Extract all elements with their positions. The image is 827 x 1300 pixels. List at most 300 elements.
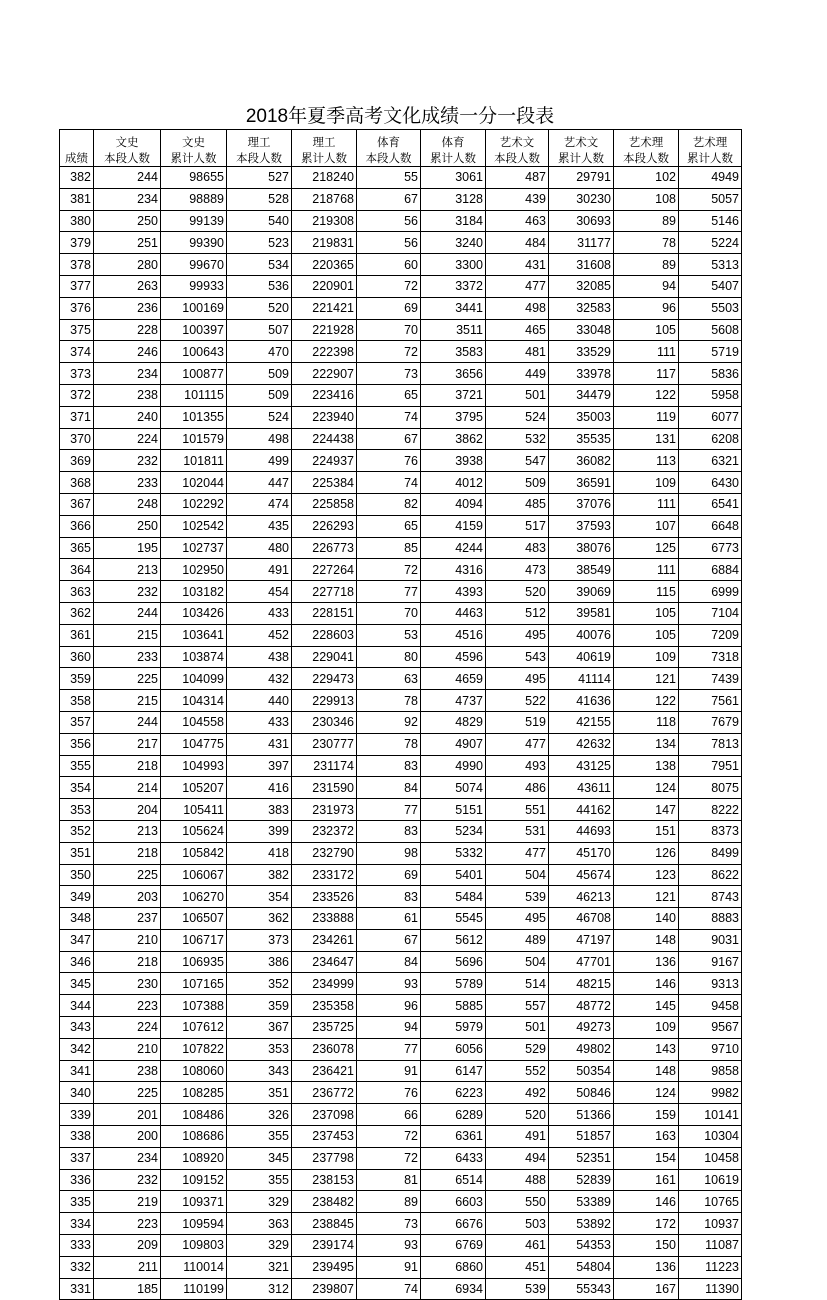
count-cell: 534 (227, 254, 292, 276)
count-cell: 6769 (421, 1235, 486, 1257)
count-cell: 280 (94, 254, 161, 276)
count-cell: 6603 (421, 1191, 486, 1213)
count-cell: 220901 (292, 275, 357, 297)
count-cell: 233526 (292, 886, 357, 908)
count-cell: 98 (357, 842, 421, 864)
count-cell: 49273 (549, 1017, 614, 1039)
count-cell: 102292 (161, 493, 227, 515)
count-cell: 46708 (549, 908, 614, 930)
count-cell: 106717 (161, 929, 227, 951)
count-cell: 33048 (549, 319, 614, 341)
count-cell: 72 (357, 275, 421, 297)
count-cell: 6056 (421, 1038, 486, 1060)
column-header-group: 艺术理 (692, 135, 728, 149)
table-row (60, 1104, 742, 1126)
count-cell: 109594 (161, 1213, 227, 1235)
count-cell: 463 (486, 210, 549, 232)
count-cell: 477 (486, 842, 549, 864)
count-cell: 435 (227, 515, 292, 537)
count-cell: 214 (94, 777, 161, 799)
count-cell: 477 (486, 733, 549, 755)
count-cell: 6433 (421, 1147, 486, 1169)
count-cell: 6321 (679, 450, 742, 472)
count-cell: 150 (614, 1235, 679, 1257)
count-cell: 5057 (679, 188, 742, 210)
count-cell: 39069 (549, 581, 614, 603)
count-cell: 7679 (679, 711, 742, 733)
count-cell: 80 (357, 646, 421, 668)
count-cell: 7209 (679, 624, 742, 646)
count-cell: 104558 (161, 711, 227, 733)
count-cell: 70 (357, 602, 421, 624)
score-cell: 374 (60, 341, 94, 363)
count-cell: 232 (94, 581, 161, 603)
count-cell: 7439 (679, 668, 742, 690)
count-cell: 248 (94, 493, 161, 515)
count-cell: 231174 (292, 755, 357, 777)
column-header-group: 理工 (247, 135, 271, 149)
count-cell: 125 (614, 537, 679, 559)
table-row (60, 1213, 742, 1235)
count-cell: 6676 (421, 1213, 486, 1235)
table-row (60, 624, 742, 646)
column-header-label: 本段人数 (623, 151, 669, 165)
score-cell: 377 (60, 275, 94, 297)
count-cell: 136 (614, 1256, 679, 1278)
count-cell: 136 (614, 951, 679, 973)
count-cell: 451 (486, 1256, 549, 1278)
column-header-group (60, 134, 93, 150)
count-cell: 9567 (679, 1017, 742, 1039)
count-cell: 41636 (549, 690, 614, 712)
count-cell: 226773 (292, 537, 357, 559)
count-cell: 102 (614, 167, 679, 189)
count-cell: 487 (486, 167, 549, 189)
count-cell: 399 (227, 820, 292, 842)
count-cell: 522 (486, 690, 549, 712)
count-cell: 227264 (292, 559, 357, 581)
count-cell: 5224 (679, 232, 742, 254)
count-cell: 250 (94, 210, 161, 232)
count-cell: 5503 (679, 297, 742, 319)
count-cell: 43125 (549, 755, 614, 777)
count-cell: 49802 (549, 1038, 614, 1060)
count-cell: 520 (227, 297, 292, 319)
count-cell: 321 (227, 1256, 292, 1278)
count-cell: 239495 (292, 1256, 357, 1278)
count-cell: 234 (94, 1147, 161, 1169)
count-cell: 36591 (549, 472, 614, 494)
count-cell: 51366 (549, 1104, 614, 1126)
count-cell: 6077 (679, 406, 742, 428)
count-cell: 215 (94, 690, 161, 712)
count-cell: 326 (227, 1104, 292, 1126)
count-cell: 48215 (549, 973, 614, 995)
count-cell: 474 (227, 493, 292, 515)
count-cell: 74 (357, 1278, 421, 1300)
count-cell: 355 (227, 1169, 292, 1191)
count-cell: 484 (486, 232, 549, 254)
count-cell: 4596 (421, 646, 486, 668)
count-cell: 5545 (421, 908, 486, 930)
count-cell: 67 (357, 188, 421, 210)
count-cell: 6934 (421, 1278, 486, 1300)
column-header (161, 130, 227, 167)
count-cell: 244 (94, 711, 161, 733)
score-cell: 338 (60, 1126, 94, 1148)
count-cell: 232 (94, 450, 161, 472)
column-header-label: 累计人数 (687, 151, 733, 165)
count-cell: 509 (227, 363, 292, 385)
count-cell: 45170 (549, 842, 614, 864)
count-cell: 148 (614, 929, 679, 951)
table-row (60, 799, 742, 821)
count-cell: 232 (94, 1169, 161, 1191)
count-cell: 416 (227, 777, 292, 799)
column-header (227, 130, 292, 167)
count-cell: 229473 (292, 668, 357, 690)
count-cell: 228603 (292, 624, 357, 646)
count-cell: 131 (614, 428, 679, 450)
count-cell: 210 (94, 929, 161, 951)
count-cell: 3240 (421, 232, 486, 254)
count-cell: 39581 (549, 602, 614, 624)
table-row (60, 755, 742, 777)
count-cell: 83 (357, 886, 421, 908)
count-cell: 105 (614, 602, 679, 624)
count-cell: 523 (227, 232, 292, 254)
table-row (60, 820, 742, 842)
count-cell: 244 (94, 167, 161, 189)
count-cell: 224 (94, 1017, 161, 1039)
count-cell: 50354 (549, 1060, 614, 1082)
score-cell: 367 (60, 493, 94, 515)
count-cell: 5151 (421, 799, 486, 821)
count-cell: 203 (94, 886, 161, 908)
count-cell: 122 (614, 690, 679, 712)
count-cell: 10619 (679, 1169, 742, 1191)
count-cell: 147 (614, 799, 679, 821)
count-cell: 4094 (421, 493, 486, 515)
column-header-group: 文史 (115, 135, 139, 149)
count-cell: 66 (357, 1104, 421, 1126)
count-cell: 477 (486, 275, 549, 297)
count-cell: 343 (227, 1060, 292, 1082)
count-cell: 91 (357, 1256, 421, 1278)
count-cell: 539 (486, 886, 549, 908)
count-cell: 210 (94, 1038, 161, 1060)
table-row (60, 646, 742, 668)
count-cell: 5958 (679, 384, 742, 406)
count-cell: 143 (614, 1038, 679, 1060)
count-cell: 229041 (292, 646, 357, 668)
count-cell: 10141 (679, 1104, 742, 1126)
count-cell: 148 (614, 1060, 679, 1082)
column-header-group: 理工 (312, 135, 336, 149)
count-cell: 6541 (679, 493, 742, 515)
count-cell: 432 (227, 668, 292, 690)
count-cell: 217 (94, 733, 161, 755)
table-row (60, 842, 742, 864)
count-cell: 33978 (549, 363, 614, 385)
count-cell: 107388 (161, 995, 227, 1017)
count-cell: 110014 (161, 1256, 227, 1278)
count-cell: 250 (94, 515, 161, 537)
count-cell: 93 (357, 1235, 421, 1257)
count-cell: 8622 (679, 864, 742, 886)
count-cell: 236772 (292, 1082, 357, 1104)
count-cell: 238153 (292, 1169, 357, 1191)
count-cell: 418 (227, 842, 292, 864)
count-cell: 7813 (679, 733, 742, 755)
count-cell: 73 (357, 363, 421, 385)
count-cell: 9982 (679, 1082, 742, 1104)
count-cell: 231973 (292, 799, 357, 821)
count-cell: 6999 (679, 581, 742, 603)
count-cell: 230777 (292, 733, 357, 755)
count-cell: 33529 (549, 341, 614, 363)
column-header-label: 累计人数 (301, 151, 347, 165)
count-cell: 355 (227, 1126, 292, 1148)
count-cell: 221928 (292, 319, 357, 341)
score-cell: 378 (60, 254, 94, 276)
table-row (60, 908, 742, 930)
count-cell: 222907 (292, 363, 357, 385)
score-cell: 351 (60, 842, 94, 864)
count-cell: 78 (614, 232, 679, 254)
count-cell: 221421 (292, 297, 357, 319)
score-cell: 380 (60, 210, 94, 232)
count-cell: 234647 (292, 951, 357, 973)
count-cell: 37593 (549, 515, 614, 537)
score-cell: 333 (60, 1235, 94, 1257)
count-cell: 4159 (421, 515, 486, 537)
score-cell: 334 (60, 1213, 94, 1235)
count-cell: 552 (486, 1060, 549, 1082)
count-cell: 528 (227, 188, 292, 210)
table-row (60, 668, 742, 690)
column-header-label: 累计人数 (558, 151, 604, 165)
count-cell: 547 (486, 450, 549, 472)
count-cell: 263 (94, 275, 161, 297)
count-cell: 3656 (421, 363, 486, 385)
count-cell: 151 (614, 820, 679, 842)
count-cell: 351 (227, 1082, 292, 1104)
count-cell: 397 (227, 755, 292, 777)
count-cell: 29791 (549, 167, 614, 189)
count-cell: 4463 (421, 602, 486, 624)
count-cell: 37076 (549, 493, 614, 515)
count-cell: 218240 (292, 167, 357, 189)
count-cell: 41114 (549, 668, 614, 690)
count-cell: 507 (227, 319, 292, 341)
count-cell: 122 (614, 384, 679, 406)
score-cell: 370 (60, 428, 94, 450)
score-cell: 346 (60, 951, 94, 973)
table-row (60, 777, 742, 799)
count-cell: 3300 (421, 254, 486, 276)
count-cell: 42155 (549, 711, 614, 733)
table-row (60, 406, 742, 428)
count-cell: 124 (614, 1082, 679, 1104)
count-cell: 447 (227, 472, 292, 494)
count-cell: 108920 (161, 1147, 227, 1169)
count-cell: 499 (227, 450, 292, 472)
count-cell: 93 (357, 973, 421, 995)
count-cell: 77 (357, 581, 421, 603)
count-cell: 3721 (421, 384, 486, 406)
count-cell: 11390 (679, 1278, 742, 1300)
column-header-label: 本段人数 (494, 151, 540, 165)
count-cell: 89 (614, 254, 679, 276)
table-row (60, 450, 742, 472)
count-cell: 233172 (292, 864, 357, 886)
count-cell: 65 (357, 384, 421, 406)
count-cell: 495 (486, 908, 549, 930)
count-cell: 56 (357, 210, 421, 232)
count-cell: 67 (357, 428, 421, 450)
count-cell: 105842 (161, 842, 227, 864)
count-cell: 433 (227, 602, 292, 624)
count-cell: 107612 (161, 1017, 227, 1039)
count-cell: 201 (94, 1104, 161, 1126)
count-cell: 3061 (421, 167, 486, 189)
table-row (60, 733, 742, 755)
count-cell: 108486 (161, 1104, 227, 1126)
count-cell: 233888 (292, 908, 357, 930)
count-cell: 40619 (549, 646, 614, 668)
count-cell: 96 (357, 995, 421, 1017)
count-cell: 218 (94, 755, 161, 777)
count-cell: 81 (357, 1169, 421, 1191)
count-cell: 438 (227, 646, 292, 668)
count-cell: 520 (486, 1104, 549, 1126)
count-cell: 3583 (421, 341, 486, 363)
count-cell: 5885 (421, 995, 486, 1017)
count-cell: 235725 (292, 1017, 357, 1039)
count-cell: 503 (486, 1213, 549, 1235)
table-row (60, 690, 742, 712)
count-cell: 103641 (161, 624, 227, 646)
count-cell: 74 (357, 406, 421, 428)
count-cell: 103182 (161, 581, 227, 603)
count-cell: 440 (227, 690, 292, 712)
count-cell: 7951 (679, 755, 742, 777)
count-cell: 8075 (679, 777, 742, 799)
count-cell: 246 (94, 341, 161, 363)
count-cell: 111 (614, 493, 679, 515)
count-cell: 72 (357, 1147, 421, 1169)
count-cell: 220365 (292, 254, 357, 276)
count-cell: 69 (357, 297, 421, 319)
score-cell: 382 (60, 167, 94, 189)
count-cell: 106067 (161, 864, 227, 886)
count-cell: 55 (357, 167, 421, 189)
count-cell: 109152 (161, 1169, 227, 1191)
table-row (60, 581, 742, 603)
count-cell: 4012 (421, 472, 486, 494)
count-cell: 53 (357, 624, 421, 646)
table-body (60, 167, 742, 1300)
table-row (60, 1235, 742, 1257)
count-cell: 532 (486, 428, 549, 450)
count-cell: 8883 (679, 908, 742, 930)
count-cell: 224438 (292, 428, 357, 450)
count-cell: 551 (486, 799, 549, 821)
score-cell: 369 (60, 450, 94, 472)
count-cell: 354 (227, 886, 292, 908)
count-cell: 239174 (292, 1235, 357, 1257)
count-cell: 504 (486, 951, 549, 973)
score-cell: 359 (60, 668, 94, 690)
count-cell: 72 (357, 1126, 421, 1148)
count-cell: 433 (227, 711, 292, 733)
count-cell: 5484 (421, 886, 486, 908)
column-header (679, 130, 742, 167)
count-cell: 50846 (549, 1082, 614, 1104)
count-cell: 329 (227, 1235, 292, 1257)
count-cell: 5313 (679, 254, 742, 276)
count-cell: 480 (227, 537, 292, 559)
count-cell: 111 (614, 341, 679, 363)
table-row (60, 319, 742, 341)
count-cell: 465 (486, 319, 549, 341)
column-header-label: 本段人数 (365, 151, 412, 165)
score-cell: 353 (60, 799, 94, 821)
count-cell: 524 (486, 406, 549, 428)
column-header (549, 130, 614, 167)
count-cell: 102950 (161, 559, 227, 581)
count-cell: 452 (227, 624, 292, 646)
count-cell: 495 (486, 624, 549, 646)
count-cell: 100397 (161, 319, 227, 341)
count-cell: 236421 (292, 1060, 357, 1082)
count-cell: 72 (357, 341, 421, 363)
count-cell: 224 (94, 428, 161, 450)
count-cell: 234 (94, 188, 161, 210)
count-cell: 47197 (549, 929, 614, 951)
count-cell: 224937 (292, 450, 357, 472)
score-cell: 358 (60, 690, 94, 712)
count-cell: 5696 (421, 951, 486, 973)
count-cell: 8222 (679, 799, 742, 821)
count-cell: 70 (357, 319, 421, 341)
count-cell: 107822 (161, 1038, 227, 1060)
column-header-label: 累计人数 (170, 151, 217, 165)
count-cell: 230 (94, 973, 161, 995)
count-cell: 35535 (549, 428, 614, 450)
count-cell: 238482 (292, 1191, 357, 1213)
count-cell: 485 (486, 493, 549, 515)
count-cell: 8373 (679, 820, 742, 842)
score-cell: 340 (60, 1082, 94, 1104)
count-cell: 46213 (549, 886, 614, 908)
table-row (60, 929, 742, 951)
count-cell: 102044 (161, 472, 227, 494)
count-cell: 35003 (549, 406, 614, 428)
count-cell: 6208 (679, 428, 742, 450)
count-cell: 211 (94, 1256, 161, 1278)
count-cell: 329 (227, 1191, 292, 1213)
count-cell: 4737 (421, 690, 486, 712)
score-cell: 331 (60, 1278, 94, 1300)
count-cell: 481 (486, 341, 549, 363)
count-cell: 126 (614, 842, 679, 864)
count-cell: 104775 (161, 733, 227, 755)
count-cell: 51857 (549, 1126, 614, 1148)
count-cell: 32583 (549, 297, 614, 319)
score-cell: 343 (60, 1017, 94, 1039)
